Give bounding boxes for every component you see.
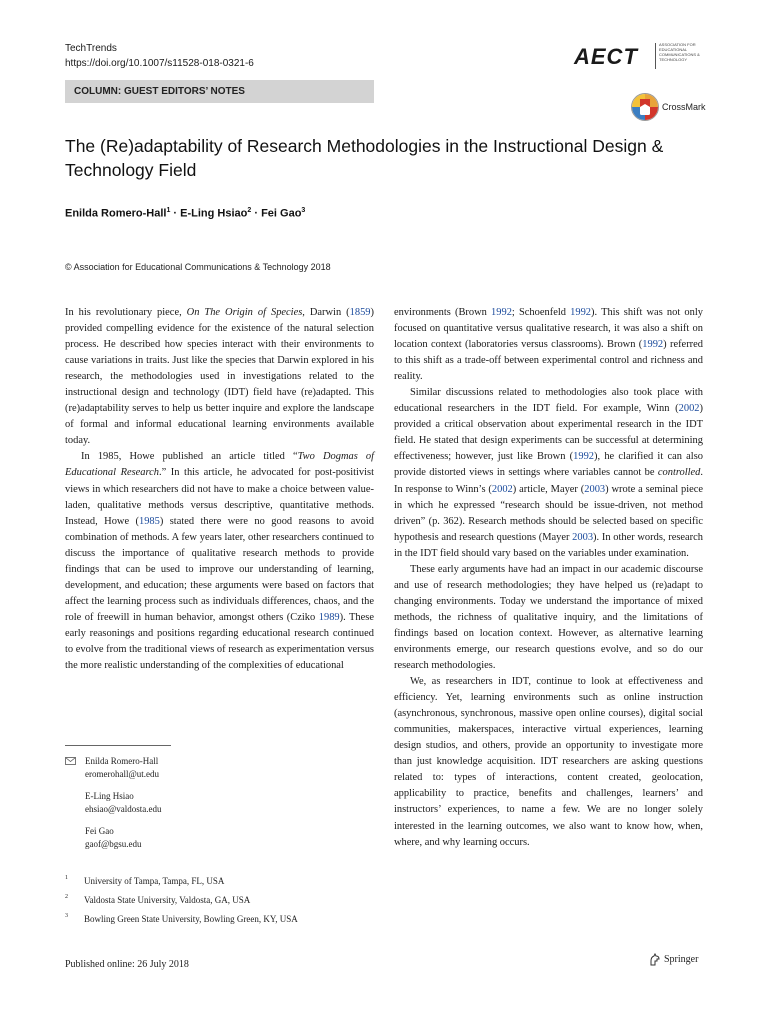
aect-logo bbox=[574, 40, 706, 74]
body-paragraph: In 1985, Howe published an article titled “Two Dogmas of Educational Research.” In this article, he advocated for post-positivist views in which researchers did not have to make a choice between value-laden, qualitative methods versus descriptive, quantitative methods. Instead, Howe (1985) stated there were no good reasons to avoid combination of methods. A few years later, other researchers continued to discuss the importance of qualitative research methods to provide findings that can be used to improve our understanding of learning, development, and education; these arguments were based on factors that affect the learning process such as individuals differences, chaos, and the role of freewill in human behavior, amongst others (Cziko 1989). These early reasonings and positions regarding educational research continued to evolve from the traditional views of research as experimentation versus the more realistic understanding of the complexities of educational bbox=[65, 451, 375, 672]
contact-name: Enilda Romero-Hall bbox=[85, 756, 159, 766]
section-banner bbox=[65, 80, 374, 103]
citation-link[interactable]: 1989 bbox=[318, 611, 340, 623]
citation-link[interactable]: 1859 bbox=[349, 307, 371, 318]
envelope-icon bbox=[65, 757, 76, 765]
author-contacts bbox=[65, 755, 374, 860]
body-column-left bbox=[65, 305, 374, 674]
affiliation-text: Valdosta State University, Valdosta, GA, USA bbox=[84, 895, 251, 905]
springer-label: Springer bbox=[664, 954, 699, 965]
affiliation-list bbox=[65, 875, 374, 932]
citation-link[interactable]: 2002 bbox=[491, 483, 513, 495]
author-name[interactable]: Enilda Romero-Hall bbox=[65, 207, 167, 220]
citation-link[interactable]: 1992 bbox=[642, 339, 664, 351]
citation-link[interactable]: 1985 bbox=[138, 515, 160, 527]
body-paragraph: Similar discussions related to methodologies also took place with educational researchers in the IDT field. For example, Winn (2002) provided a critical observation about experimental research in the IDT field. He stated that design experiments can be successful at determining effectiveness; however, just like Brown (1992), he clarified it can also provide distorted views in settings where variables cannot be controlled. In response to Winn’s (2002) article, Mayer (2003) wrote a seminal piece in which he expressed “research should be issue-driven, not method driven” (p. 362). Research methods should be selected based on specific hypothesis and research questions (Mayer 2003). In other words, research in the IDT field should vary based on the variables under examination. bbox=[394, 387, 704, 559]
author-affil-marker: 1 bbox=[166, 207, 171, 214]
copyright-notice: © Association for Educational Communications & Technology 2018 bbox=[65, 262, 331, 272]
footnote-divider bbox=[65, 745, 171, 746]
contact-email[interactable]: ehsiao@valdosta.edu bbox=[85, 803, 162, 814]
contact-name: E-Ling Hsiao bbox=[85, 791, 134, 801]
author-name[interactable]: Fei Gao bbox=[261, 207, 302, 220]
citation-link[interactable]: 2003 bbox=[584, 483, 606, 495]
body-paragraph: In his revolutionary piece, On The Origin of Species, Darwin (1859) provided compelling evidence for the existence of the natural selection process. He described how species interact with their environments to cause variations in traits. Just like the species that Darwin explored in his research, the methodologies used in investigations related to the instructional design and technology (IDT) field have (re)adapted. This (re)adaptability serves to help us better inquire and explore the landscape of formal and informal educational learning environments available today. bbox=[65, 307, 374, 447]
author-name[interactable]: E-Ling Hsiao bbox=[180, 207, 248, 220]
contact-email[interactable]: eromerohall@ut.edu bbox=[85, 768, 160, 779]
affiliation-item bbox=[65, 913, 374, 926]
citation-link[interactable]: 2003 bbox=[572, 531, 594, 543]
contact-entry bbox=[65, 825, 374, 850]
author-separator: · bbox=[251, 207, 262, 220]
springer-horse-icon bbox=[648, 953, 662, 967]
affiliation-text: Bowling Green State University, Bowling Green, KY, USA bbox=[84, 914, 298, 924]
author-affil-marker: 3 bbox=[301, 207, 306, 214]
section-label: COLUMN: GUEST EDITORS’ NOTES bbox=[74, 86, 245, 97]
affiliation-item bbox=[65, 875, 374, 888]
contact-entry bbox=[65, 755, 374, 780]
contact-name: Fei Gao bbox=[85, 826, 114, 836]
affiliation-number: 2 bbox=[65, 894, 68, 900]
crossmark-badge[interactable] bbox=[630, 92, 740, 122]
author-list bbox=[65, 203, 305, 222]
affiliation-text: University of Tampa, Tampa, FL, USA bbox=[84, 876, 225, 886]
aect-logo-divider bbox=[655, 43, 656, 69]
contact-email[interactable]: gaof@bgsu.edu bbox=[85, 838, 142, 849]
citation-link[interactable]: 1992 bbox=[573, 451, 594, 463]
citation-link[interactable]: 1992 bbox=[570, 307, 591, 318]
springer-logo bbox=[648, 952, 708, 968]
author-separator: · bbox=[170, 207, 181, 220]
doi-link[interactable]: https://doi.org/10.1007/s11528-018-0321-6 bbox=[65, 58, 254, 69]
contact-entry bbox=[65, 790, 374, 815]
citation-link[interactable]: 1992 bbox=[491, 307, 512, 318]
article-title: The (Re)adaptability of Research Methodologies in the Instructional Design & Technology Field bbox=[65, 136, 664, 180]
affiliation-item bbox=[65, 894, 374, 907]
affiliation-number: 3 bbox=[65, 913, 68, 919]
author-affil-marker: 2 bbox=[247, 207, 252, 214]
aect-wordmark: AECT bbox=[574, 44, 638, 69]
crossmark-label: CrossMark bbox=[662, 102, 706, 112]
citation-link[interactable]: 2002 bbox=[678, 403, 700, 415]
body-column-right bbox=[394, 305, 703, 851]
body-paragraph: environments (Brown 1992; Schoenfeld 1992). This shift was not only focused on quantitative versus qualitative research, it was also a shift on location context (laboratories versus classrooms). Brown (1992) referred to this shift as a trade-off between experimental control and richness and reality. bbox=[394, 307, 703, 383]
body-paragraph: These early arguments have had an impact in our academic discourse and use of research methodologies; they have helped us (re)adapt to changing environments. Today we understand the importance of mixed methods, the richness of qualitative inquiry, and the limitations of findings based on location context. However, as alternative learning environments emerge, our research questions evolve, and so do our research methodologies. bbox=[394, 563, 703, 672]
body-paragraph: We, as researchers in IDT, continue to look at effectiveness and efficiency. Yet, learning environments such as online instruction (asynchronous, synchronous, massive open online courses), digital social communities, makerspaces, interactive virtual experiences, learning design studios, and others, provide an opportunity to investigate more than just knowledge acquisition. IDT researchers are asking questions related to: types of interactions, content created, geolocation, applicability to practice, benefits and challenges, learners’ and instructors’ experiences, to name a few. We are no longer solely interested in the learning outcomes, we also want to know how, when, where, and why learning occurs. bbox=[394, 676, 703, 848]
published-date: Published online: 26 July 2018 bbox=[65, 959, 189, 970]
crossmark-icon bbox=[630, 92, 660, 122]
affiliation-number: 1 bbox=[65, 875, 68, 881]
aect-tagline: ASSOCIATION FOR EDUCATIONAL COMMUNICATIONS & TECHNOLOGY bbox=[659, 42, 700, 62]
journal-name: TechTrends bbox=[65, 43, 117, 54]
